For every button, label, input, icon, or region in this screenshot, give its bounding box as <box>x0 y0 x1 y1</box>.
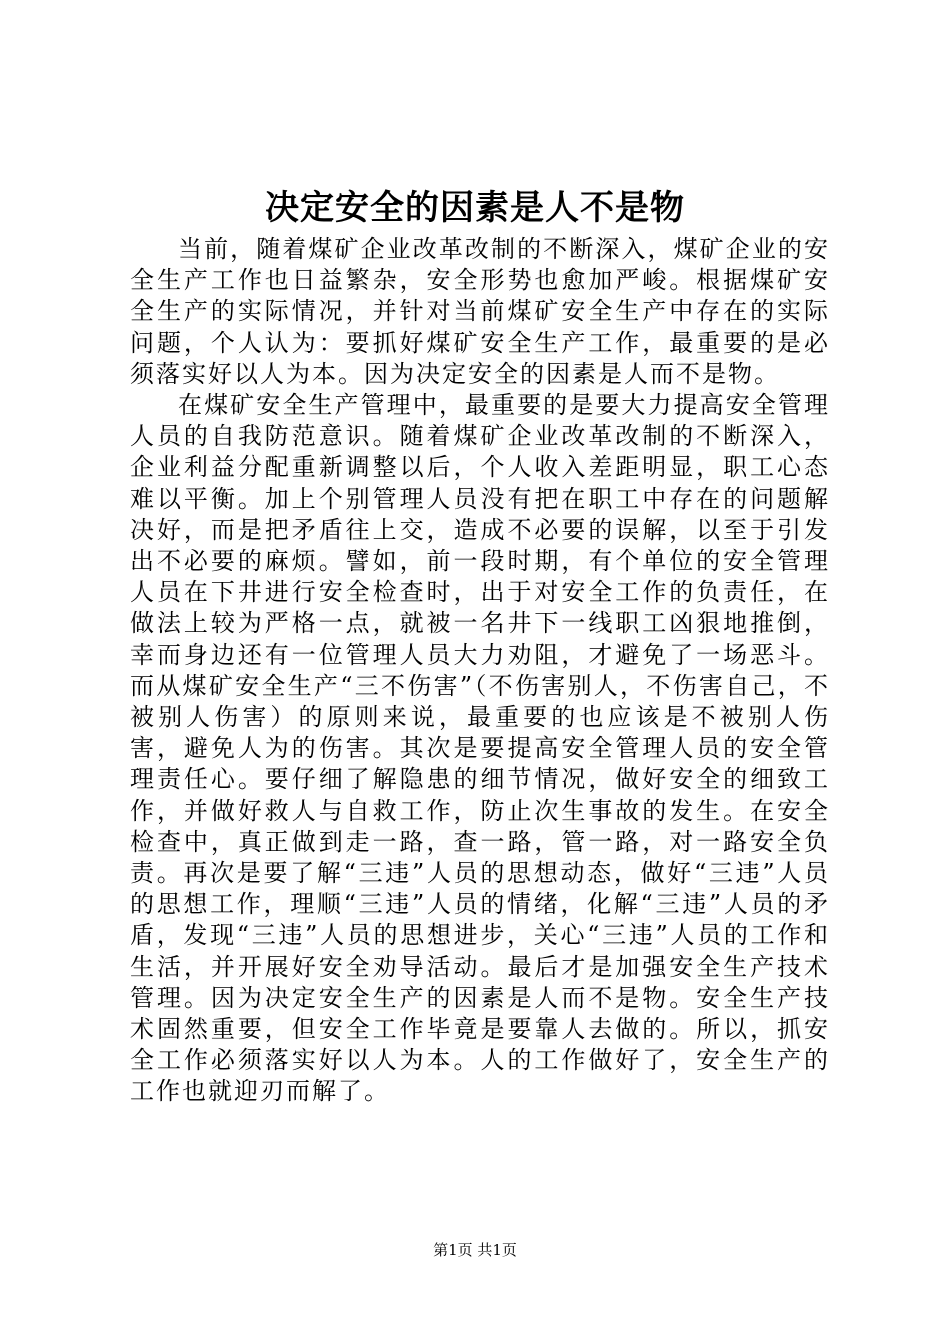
page-footer: 第1页 共1页 <box>433 1241 517 1259</box>
paragraph-1: 当前，随着煤矿企业改革改制的不断深入，煤矿企业的安全生产工作也日益繁杂，安全形势也愈加严峻。根据煤矿安全生产的实际情况，并针对当前煤矿安全生产中存在的实际问题，个人认为：要抓好煤矿安全生产工作，最重要的是必须落实好以人为本。因为决定安全的因素是人而不是物。 <box>130 235 830 388</box>
document-title: 决定安全的因素是人不是物 <box>265 188 685 228</box>
paragraph-2: 在煤矿安全生产管理中，最重要的是要大力提高安全管理人员的自我防范意识。随着煤矿企业改革改制的不断深入，企业利益分配重新调整以后，个人收入差距明显，职工心态难以平衡。加上个别管理人员没有把在职工中存在的问题解决好，而是把矛盾往上交，造成不必要的误解，以至于引发出不必要的麻烦。譬如，前一段时期，有个单位的安全管理人员在下井进行安全检查时，出于对安全工作的负责任，在做法上较为严格一点，就被一名井下一线职工凶狠地推倒，幸而身边还有一位管理人员大力劝阻，才避免了一场恶斗。而从煤矿安全生产“三不伤害”（不伤害别人，不伤害自己，不被别人伤害）的原则来说，最重要的也应该是不被别人伤害，避免人为的伤害。其次是要提高安全管理人员的安全管理责任心。要仔细了解隐患的细节情况，做好安全的细致工作，并做好救人与自救工作，防止次生事故的发生。在安全检查中，真正做到走一路，查一路，管一路，对一路安全负责。再次是要了解“三违”人员的思想动态，做好“三违”人员的思想工作，理顺“三违”人员的情绪，化解“三违”人员的矛盾，发现“三违”人员的思想进步，关心“三违”人员的工作和生活，并开展好安全劝导活动。最后才是加强安全生产技术管理。因为决定安全生产的因素是人而不是物。安全生产技术固然重要，但安全工作毕竟是要靠人去做的。所以，抓安全工作必须落实好以人为本。人的工作做好了，安全生产的工作也就迎刃而解了。 <box>130 391 830 1106</box>
document-body <box>130 234 830 1108</box>
